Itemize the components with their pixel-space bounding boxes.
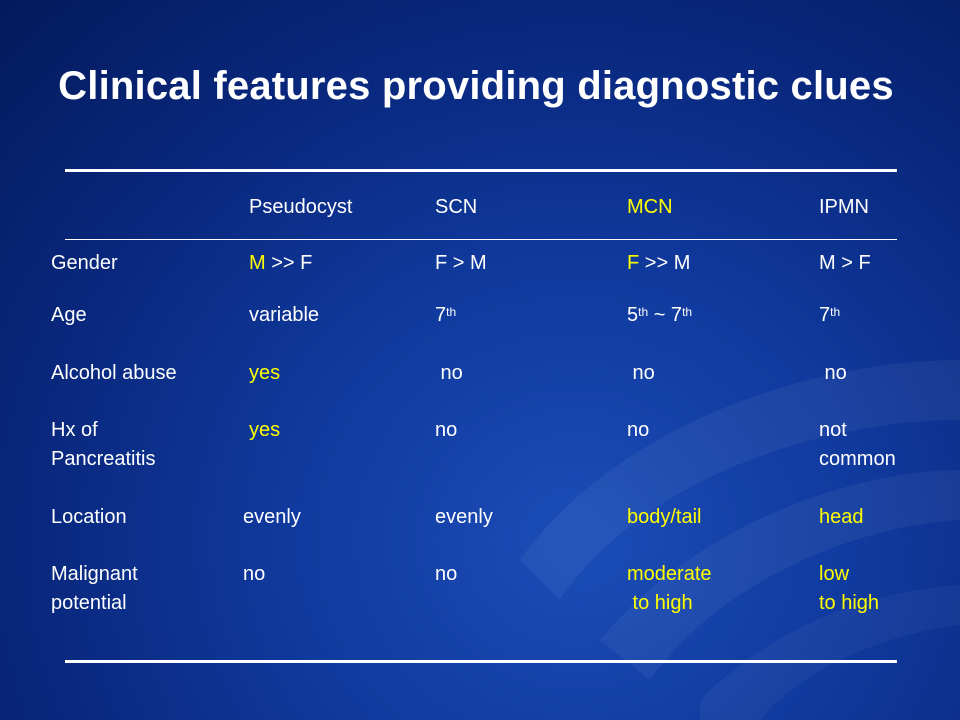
- cell-hx-ipmn: not common: [819, 419, 896, 470]
- cell-age-scn: 7th: [435, 304, 457, 326]
- cell-hx-mcn: no: [627, 419, 650, 441]
- cell-age-mcn: 5th ~ 7th: [627, 304, 693, 326]
- row-label-location: Location: [51, 506, 127, 528]
- header-pseudocyst: Pseudocyst: [249, 196, 353, 218]
- table-bottom-rule: [65, 660, 897, 663]
- cell-alcohol-scn: no: [435, 362, 463, 384]
- cell-gender-ipmn: M > F: [819, 252, 871, 274]
- header-scn: SCN: [435, 196, 478, 218]
- cell-hx-scn: no: [435, 419, 458, 441]
- slide-title: Clinical features providing diagnostic clues: [58, 64, 894, 108]
- cell-location-mcn: body/tail: [627, 506, 702, 528]
- cell-alcohol-pseudocyst: yes: [249, 362, 281, 384]
- cell-malignant-mcn: moderate to high: [627, 563, 712, 614]
- cell-gender-scn: F > M: [435, 252, 487, 274]
- cell-gender-pseudocyst: M >> F: [249, 252, 313, 274]
- cell-malignant-ipmn: low to high: [819, 563, 880, 614]
- cell-location-ipmn: head: [819, 506, 864, 528]
- cell-malignant-scn: no: [435, 563, 458, 585]
- cell-location-scn: evenly: [435, 506, 493, 528]
- table-top-rule: [65, 169, 897, 172]
- header-mcn: MCN: [627, 196, 673, 218]
- cell-alcohol-ipmn: no: [819, 362, 847, 384]
- cell-hx-pseudocyst: yes: [249, 419, 281, 441]
- row-label-age: Age: [51, 304, 87, 326]
- cell-alcohol-mcn: no: [627, 362, 655, 384]
- cell-age-ipmn: 7th: [819, 304, 841, 326]
- row-label-malignant-potential: Malignant potential: [51, 563, 138, 614]
- cell-age-pseudocyst: variable: [249, 304, 320, 326]
- table-header-rule: [65, 239, 897, 240]
- cell-malignant-pseudocyst: no: [243, 563, 266, 585]
- header-ipmn: IPMN: [819, 196, 869, 218]
- row-label-gender: Gender: [51, 252, 118, 274]
- cell-location-pseudocyst: evenly: [243, 506, 301, 528]
- cell-gender-mcn: F >> M: [627, 252, 691, 274]
- row-label-alcohol-abuse: Alcohol abuse: [51, 362, 177, 384]
- row-label-hx-pancreatitis: Hx of Pancreatitis: [51, 419, 156, 470]
